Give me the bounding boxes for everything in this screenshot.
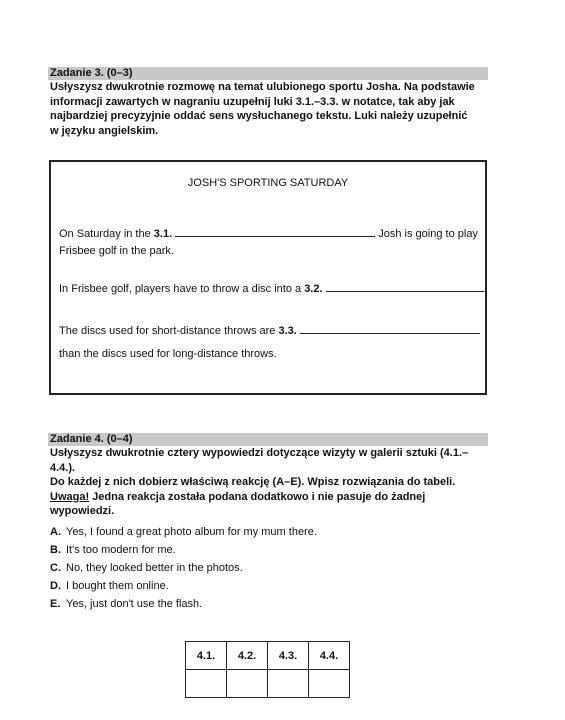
note-title: JOSH'S SPORTING SATURDAY bbox=[187, 177, 349, 189]
task4-instruction-line: Do każdej z nich dobierz właściwą reakcję (A–E). Wpisz rozwiązania do tabeli. bbox=[50, 476, 456, 488]
warning-label: Uwaga! bbox=[50, 490, 90, 503]
task4-instructions bbox=[50, 446, 490, 519]
option-letter: C. bbox=[50, 562, 61, 574]
note-box bbox=[49, 160, 487, 395]
option-c bbox=[50, 562, 243, 574]
answer-table-header: 4.2. bbox=[227, 642, 268, 670]
answer-table-header: 4.4. bbox=[309, 642, 350, 670]
note-line-4 bbox=[59, 323, 480, 337]
option-e bbox=[50, 598, 202, 610]
option-a bbox=[50, 526, 317, 538]
option-d bbox=[50, 580, 169, 592]
task3-instruction-line: w języku angielskim. bbox=[50, 124, 159, 137]
note-line-3 bbox=[59, 281, 487, 295]
note-line-1 bbox=[59, 226, 478, 240]
task3-instructions bbox=[50, 80, 490, 138]
answer-gap-3-1[interactable] bbox=[175, 226, 375, 237]
task4-warning-line bbox=[50, 490, 490, 519]
task3-instruction-line: Usłyszysz dwukrotnie rozmowę na temat ulubionego sportu Josha. Na podstawie bbox=[50, 81, 475, 93]
gap-number: 3.3. bbox=[278, 325, 297, 337]
option-text: It's too modern for me. bbox=[66, 544, 176, 556]
answer-table-header-row bbox=[186, 642, 350, 670]
gap-number: 3.1. bbox=[153, 228, 173, 240]
answer-cell-4-1[interactable] bbox=[186, 670, 227, 698]
task3-instruction-line: najbardziej precyzyjnie oddać sens wysłuchanego tekstu. Luki należy uzupełnić bbox=[50, 110, 468, 122]
note-line-2: Frisbee golf in the park. bbox=[59, 245, 174, 257]
answer-gap-3-3[interactable] bbox=[300, 323, 480, 334]
task3-instruction-line: informacji zawartych w nagraniu uzupełnij luki 3.1.–3.3. w notatce, tak aby jak bbox=[50, 95, 455, 108]
option-text: I bought them online. bbox=[66, 580, 169, 592]
note-text: The discs used for short-distance throws are bbox=[59, 325, 279, 337]
option-text: Yes, just don't use the flash. bbox=[66, 598, 203, 610]
note-text: Josh is going to play bbox=[378, 228, 478, 240]
option-text: Yes, I found a great photo album for my mum there. bbox=[66, 526, 317, 538]
answer-cell-4-4[interactable] bbox=[309, 670, 350, 698]
note-line-5: than the discs used for long-distance throws. bbox=[59, 348, 277, 360]
answer-table-header: 4.1. bbox=[186, 642, 227, 670]
answer-table-header: 4.3. bbox=[268, 642, 309, 670]
warning-text: Jedna reakcja została podana dodatkowo i nie pasuje do żadnej wypowiedzi. bbox=[50, 490, 426, 517]
answer-cell-4-2[interactable] bbox=[227, 670, 268, 698]
option-letter: E. bbox=[50, 598, 61, 610]
task3-header: Zadanie 3. (0–3) bbox=[48, 67, 488, 80]
gap-number: 3.2. bbox=[304, 283, 323, 295]
answer-table-input-row bbox=[186, 670, 350, 698]
note-text: In Frisbee golf, players have to throw a disc into a bbox=[59, 283, 305, 295]
note-text: . bbox=[483, 283, 487, 295]
option-b bbox=[50, 544, 176, 556]
task4-header: Zadanie 4. (0–4) bbox=[48, 433, 488, 446]
task4-instruction-line: Usłyszysz dwukrotnie cztery wypowiedzi dotyczące wizyty w galerii sztuki (4.1.–4.4.). bbox=[50, 447, 469, 474]
option-text: No, they looked better in the photos. bbox=[66, 562, 243, 574]
option-letter: D. bbox=[50, 580, 61, 592]
answer-gap-3-2[interactable] bbox=[326, 281, 484, 292]
option-letter: B. bbox=[50, 544, 61, 556]
note-text: On Saturday in the bbox=[59, 228, 154, 240]
answer-cell-4-3[interactable] bbox=[268, 670, 309, 698]
answer-table bbox=[185, 641, 350, 698]
option-letter: A. bbox=[50, 526, 61, 538]
